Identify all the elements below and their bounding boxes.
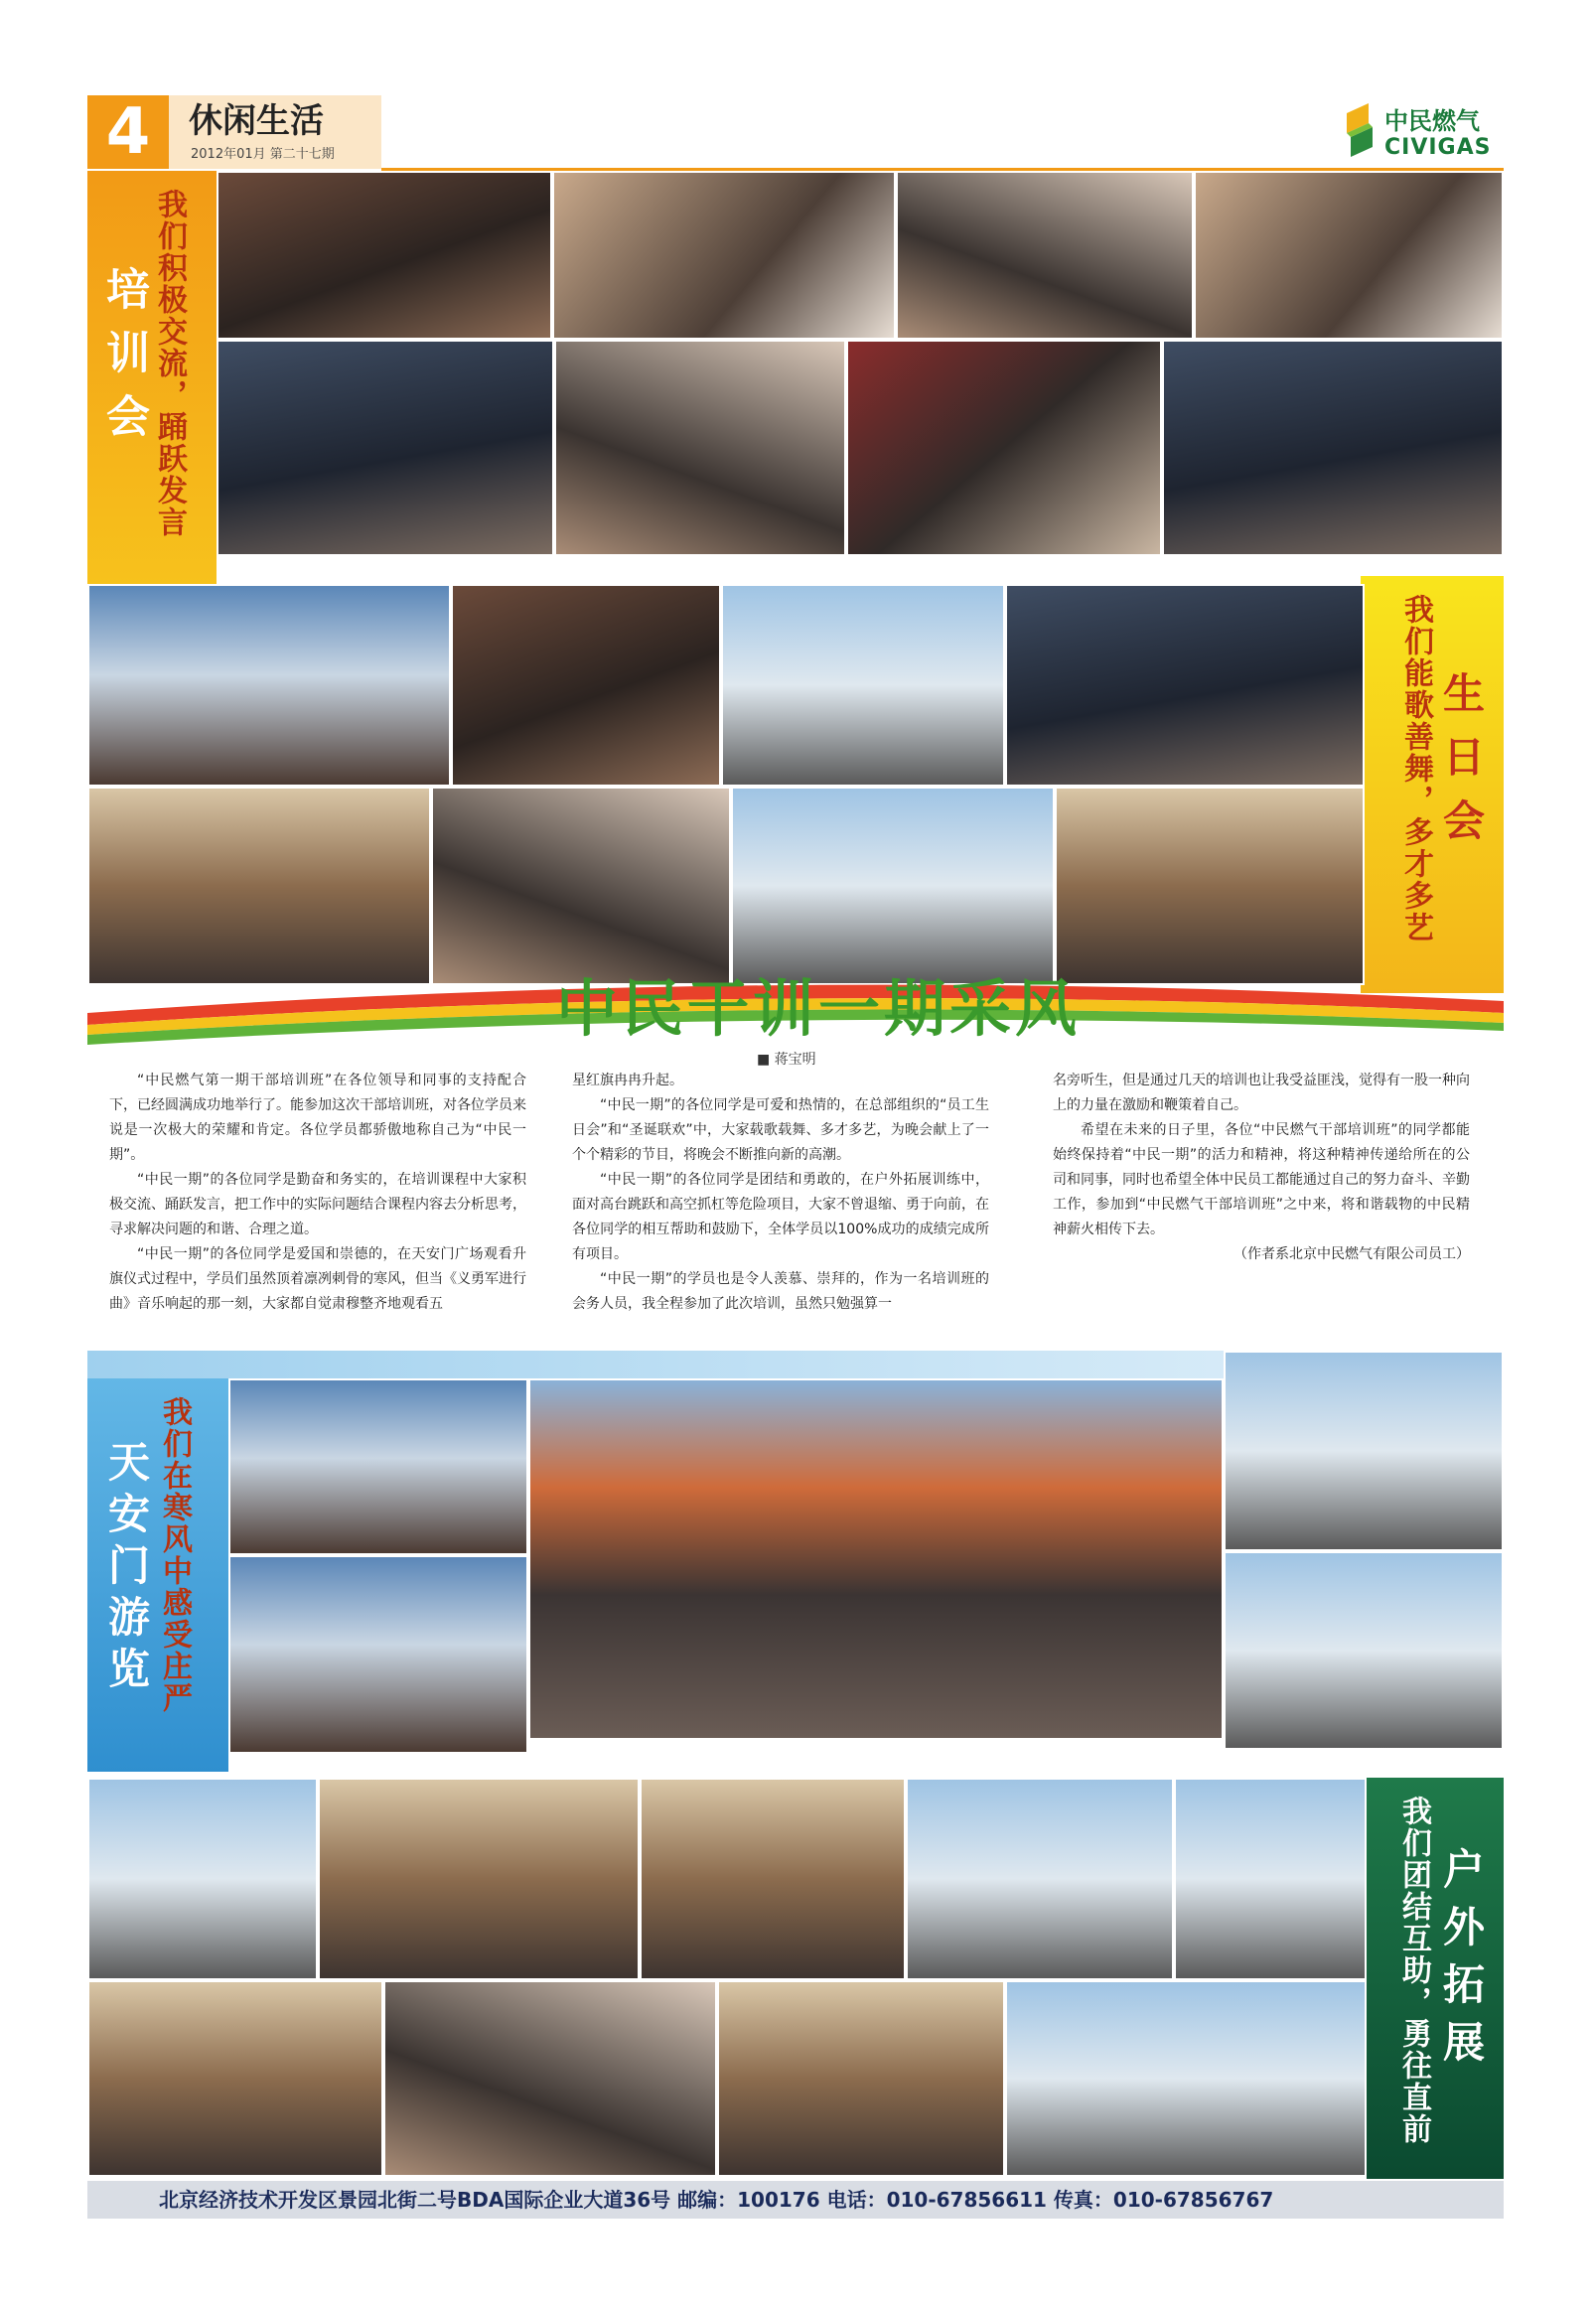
logo-english: CIVIGAS <box>1384 135 1492 160</box>
civigas-logo-icon <box>1339 99 1380 161</box>
photo-training-cutout <box>554 340 846 556</box>
article-paragraph: 星红旗冉冉升起。 <box>572 1073 683 1088</box>
photo-birthday-cakes <box>87 584 451 787</box>
photo-training-presenters <box>552 171 896 340</box>
photo-birthday-party <box>87 787 431 985</box>
photo-outdoor-field <box>640 1778 906 1980</box>
photo-outdoor-climb <box>87 1778 318 1980</box>
article-paragraph: 希望在未来的日子里，各位“中民燃气干部培训班”的同学都能始终保持着“中民一期”的活力和精神，将这种精神传递给所在的公司和同事，同时也希望全体中民员工都能通过自己的努力奋斗、辛勤工作，参加到“中民燃气干部培训班”之中来，将和谐载物的中民精神薪火相传下去。 <box>1053 1122 1470 1237</box>
photo-tiananmen-walk <box>1224 1551 1504 1750</box>
photo-birthday-chef <box>431 787 731 985</box>
photo-outdoor-game <box>717 1980 1005 2177</box>
photo-training-whiteboard <box>896 171 1194 340</box>
training-title: 培训会 <box>98 266 149 457</box>
training-slogan: 我们积极交流，踊跃发言 <box>152 189 187 538</box>
section-title: 休闲生活 <box>189 101 324 141</box>
article-paragraph: “中民一期”的各位同学是爱国和崇德的，在天安门广场观看升旗仪式过程中，学员们虽然顶着凛冽刺骨的寒风，但当《义勇军进行曲》音乐响起的那一刻，大家都自觉肃穆整齐地观看五 <box>109 1246 526 1312</box>
article-signature: （作者系北京中民燃气有限公司员工） <box>1233 1246 1470 1262</box>
photo-birthday-dance <box>721 584 1005 787</box>
outdoor-title: 户外拓展 <box>1437 1847 1486 2078</box>
article-paragraph: “中民燃气第一期干部培训班”在各位领导和同事的支持配合下，已经圆满成功地举行了。能参加这次干部培训班，对各位学员来说是一次极大的荣耀和肯定。各位学员都骄傲地称自己为“中民一期”。 <box>109 1073 526 1163</box>
photo-tiananmen-hats <box>1224 1351 1504 1551</box>
photo-tiananmen-group <box>528 1378 1224 1740</box>
article-paragraph: “中民一期”的各位同学是可爱和热情的，在总部组织的“员工生日会”和“圣诞联欢”中，大家载歌载舞、多才多艺，为晚会献上了一个个精彩的节目，将晚会不断推向新的高潮。 <box>572 1097 989 1163</box>
article-column-3 <box>1053 1069 1470 1267</box>
article-paragraph: “中民一期”的各位同学是勤奋和务实的，在培训课程中大家积极交流、踊跃发言，把工作中的实际问题结合课程内容去分析思考，寻求解决问题的和谐、合理之道。 <box>109 1172 526 1237</box>
photo-outdoor-chain <box>1005 1980 1367 2177</box>
issue-line: 2012年01月 第二十七期 <box>191 147 335 162</box>
article-paragraph: 名旁听生，但是通过几天的培训也让我受益匪浅，觉得有一股一种向上的力量在激励和鞭策着自己。 <box>1053 1073 1470 1113</box>
article-author: ■ 蒋宝明 <box>757 1052 816 1068</box>
outdoor-slogan: 我们团结互助，勇往直前 <box>1396 1796 1431 2145</box>
photo-outdoor-swing <box>1174 1778 1367 1980</box>
photo-birthday-singers <box>1055 787 1365 985</box>
birthday-slogan: 我们能歌善舞，多才多艺 <box>1398 594 1433 943</box>
photo-training-banner <box>846 340 1162 556</box>
photo-tiananmen-four <box>228 1555 528 1754</box>
photo-birthday-crowns <box>1005 584 1365 787</box>
birthday-title: 生日会 <box>1437 671 1486 862</box>
photo-outdoor-line <box>906 1778 1174 1980</box>
tiananmen-title: 天安门游览 <box>102 1440 151 1698</box>
article-paragraph: “中民一期”的学员也是令人羡慕、崇拜的，作为一名培训班的会务人员，我全程参加了此次培训，虽然只勉强算一 <box>572 1271 989 1312</box>
photo-outdoor-circle <box>87 1980 383 2177</box>
article-paragraph: “中民一期”的各位同学是团结和勇敢的，在户外拓展训练中，面对高台跳跃和高空抓杠等危险项目，大家不曾退缩、勇于向前，在各位同学的相互帮助和鼓励下，全体学员以100%成功的成绩完成所有项目。 <box>572 1172 989 1262</box>
photo-training-podium <box>217 171 552 340</box>
photo-outdoor-help <box>318 1778 640 1980</box>
tiananmen-slogan: 我们在寒风中感受庄严 <box>157 1396 192 1714</box>
photo-outdoor-indoor <box>383 1980 717 2177</box>
article-column-1 <box>109 1069 526 1317</box>
photo-birthday-hosts <box>451 584 721 787</box>
footer-address: 北京经济技术开发区景园北街二号BDA国际企业大道36号 邮编：100176 电话：010-67856611 传真：010-67856767 <box>159 2188 1274 2212</box>
photo-training-discussion <box>217 340 554 556</box>
logo-chinese: 中民燃气 <box>1384 107 1480 135</box>
photo-training-classroom <box>1162 340 1504 556</box>
page-number: 4 <box>87 95 169 169</box>
article-column-2 <box>572 1069 989 1317</box>
photo-training-speaker <box>1194 171 1504 340</box>
photo-birthday-group <box>731 787 1055 985</box>
photo-tiananmen-pair <box>228 1378 528 1555</box>
article-headline: 中民干训一期采风 <box>556 972 1082 1045</box>
